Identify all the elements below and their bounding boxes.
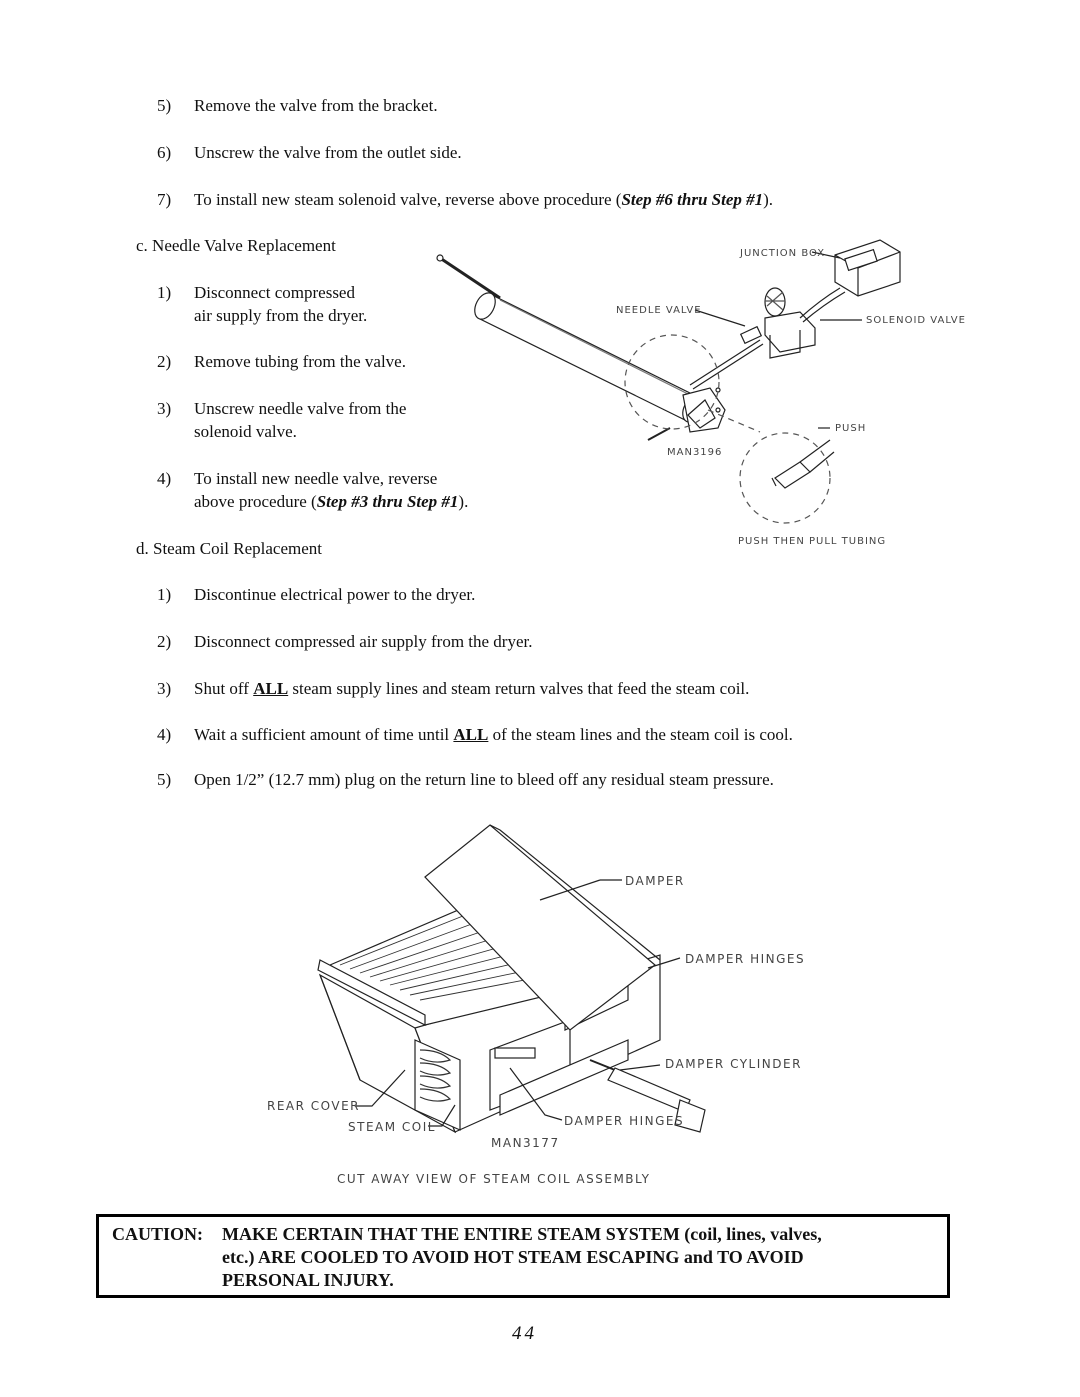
step-text: Open 1/2” (12.7 mm) plug on the return line to bleed off any residual steam pressure.: [194, 770, 774, 789]
step-text: To install new steam solenoid valve, reverse above procedure (Step #6 thru Step #1).: [194, 190, 774, 209]
label-rear-cover: REAR COVER: [267, 1099, 361, 1113]
section-heading-steam-coil: d. Steam Coil Replacement: [136, 539, 323, 558]
step-text: Shut off ALL steam supply lines and steam return valves that feed the steam coil.: [194, 679, 750, 698]
step-text: Wait a sufficient amount of time until ALL of the steam lines and the steam coil is cool.: [194, 725, 793, 744]
label-damper: DAMPER: [625, 874, 685, 888]
step-number: 5): [157, 770, 172, 789]
label-junction-box: JUNCTION BOX: [740, 248, 826, 259]
step-number: 2): [157, 352, 172, 371]
step-number: 2): [157, 632, 172, 651]
step-number: 1): [157, 283, 172, 302]
step-number: 6): [157, 143, 172, 162]
caution-line: PERSONAL INJURY.: [222, 1270, 394, 1290]
step-text: Remove the valve from the bracket.: [194, 96, 438, 115]
caution-lead: CAUTION:: [112, 1224, 204, 1244]
step-number: 4): [157, 469, 172, 488]
caution-line: etc.) ARE COOLED TO AVOID HOT STEAM ESCAPING and TO AVOID: [222, 1247, 804, 1267]
label-push: PUSH: [835, 423, 867, 434]
step-text: Discontinue electrical power to the dryer.: [194, 585, 476, 604]
step-number: 3): [157, 679, 172, 698]
step-text: Unscrew the valve from the outlet side.: [194, 143, 462, 162]
step-text: Disconnect compressed: [194, 283, 355, 302]
step-text: Disconnect compressed air supply from the dryer.: [194, 632, 533, 651]
label-push-pull-tubing: PUSH THEN PULL TUBING: [738, 536, 887, 547]
step-number: 3): [157, 399, 172, 418]
step-text: To install new needle valve, reverse: [194, 469, 438, 488]
label-needle-valve: NEEDLE VALVE: [616, 305, 702, 316]
step-text: Unscrew needle valve from the: [194, 399, 407, 418]
page-number: 44: [512, 1323, 537, 1344]
emphasis-all: ALL: [253, 679, 289, 698]
step-number: 1): [157, 585, 172, 604]
label-drawing-number: MAN3177: [491, 1136, 560, 1150]
figure-caption: CUT AWAY VIEW OF STEAM COIL ASSEMBLY: [337, 1172, 651, 1186]
caution-line: MAKE CERTAIN THAT THE ENTIRE STEAM SYSTEM (coil, lines, valves,: [222, 1224, 822, 1244]
section-heading-needle-valve: c. Needle Valve Replacement: [136, 236, 336, 255]
step-text: Remove tubing from the valve.: [194, 352, 406, 371]
label-solenoid-valve: SOLENOID VALVE: [866, 315, 966, 326]
label-damper-hinges: DAMPER HINGES: [685, 952, 806, 966]
label-steam-coil: STEAM COIL: [348, 1120, 436, 1134]
step-number: 7): [157, 190, 172, 209]
emphasis-all: ALL: [453, 725, 489, 744]
step-reference: Step #3 thru Step #1: [316, 492, 459, 511]
label-damper-hinges: DAMPER HINGES: [564, 1114, 685, 1128]
label-drawing-number: MAN3196: [667, 447, 723, 458]
step-reference: Step #6 thru Step #1: [621, 190, 764, 209]
label-damper-cylinder: DAMPER CYLINDER: [665, 1057, 802, 1071]
step-text: solenoid valve.: [194, 422, 297, 441]
step-text: above procedure (Step #3 thru Step #1).: [194, 492, 469, 511]
step-text: air supply from the dryer.: [194, 306, 368, 325]
step-number: 4): [157, 725, 172, 744]
step-number: 5): [157, 96, 172, 115]
